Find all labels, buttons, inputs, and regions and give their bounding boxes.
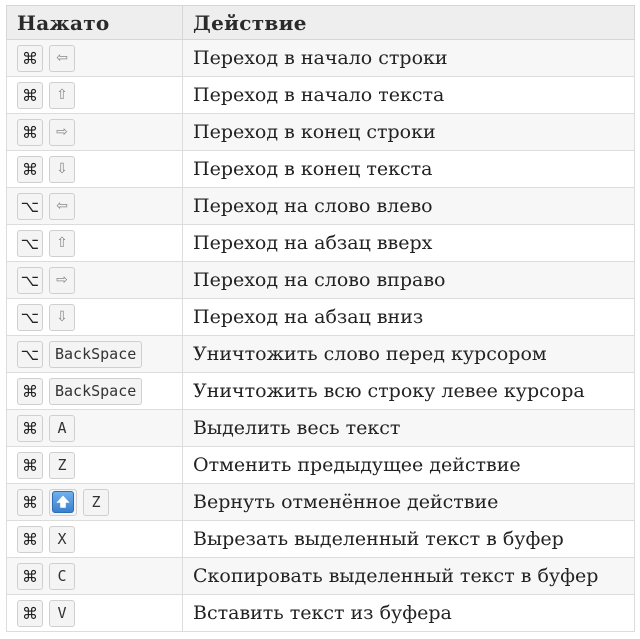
table-row: [7, 521, 635, 558]
command-key-icon: ⌘: [17, 378, 43, 405]
key-z: Z: [49, 452, 75, 479]
command-key-icon: ⌘: [17, 156, 43, 183]
table-row: [7, 188, 635, 225]
command-key-icon: ⌘: [17, 45, 43, 72]
table-row: [7, 77, 635, 114]
action-description: Вырезать выделенный текст в буфер: [183, 521, 635, 558]
action-description: Переход в начало строки: [183, 40, 635, 77]
table-row: [7, 410, 635, 447]
option-key-icon: ⌥: [17, 230, 43, 257]
table-row: [7, 484, 635, 521]
action-description: Переход в конец текста: [183, 151, 635, 188]
key-c: C: [49, 563, 75, 590]
arrow-down-icon: ⇩: [49, 304, 75, 331]
shortcuts-table: [6, 5, 635, 632]
key-x: X: [49, 526, 75, 553]
key-v: V: [49, 600, 75, 627]
command-key-icon: ⌘: [17, 82, 43, 109]
action-description: Переход на абзац вниз: [183, 299, 635, 336]
shortcut-keys-cell: [7, 188, 183, 225]
table-header: [7, 6, 635, 40]
option-key-icon: ⌥: [17, 193, 43, 220]
action-description: Переход на абзац вверх: [183, 225, 635, 262]
command-key-icon: ⌘: [17, 563, 43, 590]
shortcut-keys-cell: [7, 373, 183, 410]
action-description: Переход в конец строки: [183, 114, 635, 151]
action-description: Переход в начало текста: [183, 77, 635, 114]
action-description: Уничтожить всю строку левее курсора: [183, 373, 635, 410]
action-description: Скопировать выделенный текст в буфер: [183, 558, 635, 595]
command-key-icon: ⌘: [17, 526, 43, 553]
action-description: Выделить весь текст: [183, 410, 635, 447]
table-row: [7, 225, 635, 262]
shift-key-icon: [49, 489, 77, 516]
shortcut-keys-cell: [7, 262, 183, 299]
command-key-icon: ⌘: [17, 452, 43, 479]
shortcut-keys-cell: [7, 336, 183, 373]
table-row: [7, 558, 635, 595]
shortcut-keys-cell: [7, 447, 183, 484]
backspace-key: BackSpace: [49, 341, 142, 368]
command-key-icon: ⌘: [17, 489, 43, 516]
shortcut-keys-cell: [7, 410, 183, 447]
shortcut-keys-cell: [7, 225, 183, 262]
option-key-icon: ⌥: [17, 341, 43, 368]
column-header-keys: Нажато: [7, 6, 183, 40]
shortcut-keys-cell: [7, 558, 183, 595]
arrow-right-icon: ⇨: [49, 267, 75, 294]
key-z: Z: [83, 489, 109, 516]
shortcut-keys-cell: [7, 77, 183, 114]
action-description: Переход на слово вправо: [183, 262, 635, 299]
header-row: [7, 6, 635, 40]
shortcut-keys-cell: [7, 484, 183, 521]
table-row: [7, 595, 635, 632]
shortcut-keys-cell: [7, 114, 183, 151]
table-row: [7, 299, 635, 336]
arrow-left-icon: ⇦: [49, 193, 75, 220]
action-description: Вставить текст из буфера: [183, 595, 635, 632]
shortcut-keys-cell: [7, 40, 183, 77]
arrow-down-icon: ⇩: [49, 156, 75, 183]
action-description: Вернуть отменённое действие: [183, 484, 635, 521]
shortcut-keys-cell: [7, 521, 183, 558]
action-description: Переход на слово влево: [183, 188, 635, 225]
shortcut-keys-cell: [7, 151, 183, 188]
arrow-right-icon: ⇨: [49, 119, 75, 146]
option-key-icon: ⌥: [17, 304, 43, 331]
backspace-key: BackSpace: [49, 378, 142, 405]
shortcut-keys-cell: [7, 595, 183, 632]
command-key-icon: ⌘: [17, 415, 43, 442]
option-key-icon: ⌥: [17, 267, 43, 294]
shortcut-keys-cell: [7, 299, 183, 336]
key-a: A: [49, 415, 75, 442]
table-body: [7, 40, 635, 632]
arrow-up-icon: ⇧: [49, 82, 75, 109]
action-description: Уничтожить слово перед курсором: [183, 336, 635, 373]
table-row: [7, 447, 635, 484]
arrow-up-icon: ⇧: [49, 230, 75, 257]
column-header-action: Действие: [183, 6, 635, 40]
table-row: [7, 114, 635, 151]
table-row: [7, 262, 635, 299]
table-row: [7, 336, 635, 373]
command-key-icon: ⌘: [17, 119, 43, 146]
action-description: Отменить предыдущее действие: [183, 447, 635, 484]
table-row: [7, 373, 635, 410]
table-row: [7, 40, 635, 77]
table-row: [7, 151, 635, 188]
command-key-icon: ⌘: [17, 600, 43, 627]
arrow-left-icon: ⇦: [49, 45, 75, 72]
